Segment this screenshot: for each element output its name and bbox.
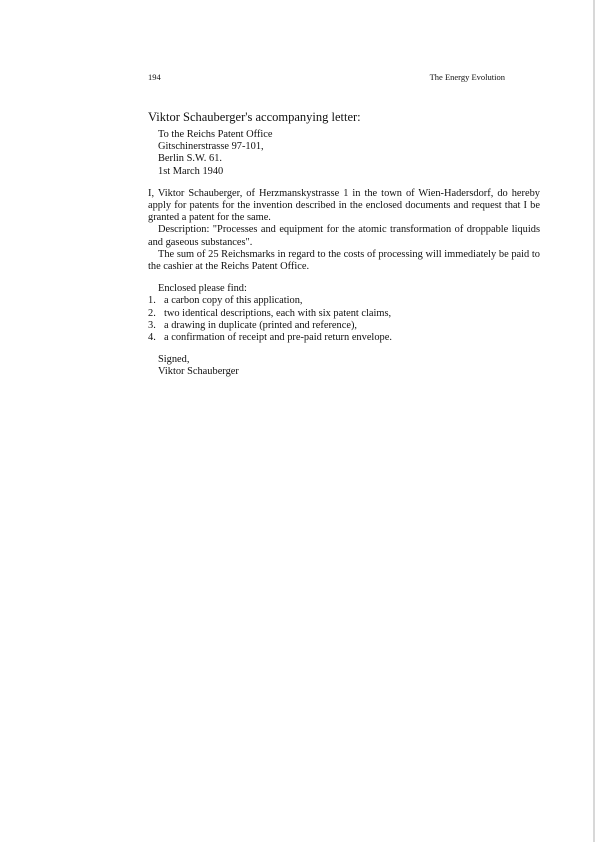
list-item-text: a confirmation of receipt and pre-paid return envelope.	[164, 332, 392, 344]
address-block	[158, 129, 540, 178]
enclosed-intro: Enclosed please find:	[158, 283, 247, 295]
running-title: The Energy Evolution	[429, 72, 505, 82]
list-item	[148, 332, 540, 344]
list-item-number: 4.	[148, 332, 156, 344]
list-item	[148, 320, 540, 332]
list-item-number: 2.	[148, 307, 156, 319]
description-paragraph: Description: "Processes and equipment for the atomic transformation of droppable liquids and gaseous substances".	[148, 224, 540, 248]
list-item-text: a drawing in duplicate (printed and reference),	[164, 319, 357, 331]
list-item-number: 3.	[148, 319, 156, 331]
signature-name: Viktor Schauberger	[158, 366, 239, 378]
list-item-text: two identical descriptions, each with six patent claims,	[164, 307, 392, 319]
list-item-text: a carbon copy of this application,	[164, 295, 303, 307]
running-header	[148, 72, 505, 84]
application-paragraph: I, Viktor Schauberger, of Herzmanskystrasse 1 in the town of Wien-Hadersdorf, do hereby apply for patents for the invention described in the enclosed documents and request that I be granted a patent for the same.	[148, 187, 540, 224]
section-heading: Viktor Schauberger's accompanying letter:	[148, 110, 361, 124]
address-line: Gitschinerstrasse 97-101,	[158, 141, 264, 153]
list-item	[148, 295, 540, 307]
enclosures-list	[148, 295, 540, 344]
signature-block	[158, 354, 540, 378]
fee-paragraph: The sum of 25 Reichsmarks in regard to the costs of processing will immediately be paid to the cashier at the Reichs Patent Office.	[148, 248, 540, 273]
list-item-number: 1.	[148, 295, 156, 307]
page-number: 194	[148, 72, 161, 82]
letter-body	[148, 110, 540, 379]
letter-date: 1st March 1940	[158, 165, 224, 177]
signature-closing: Signed,	[158, 354, 190, 366]
address-line: To the Reichs Patent Office	[158, 129, 273, 140]
address-line: Berlin S.W. 61.	[158, 153, 222, 165]
list-item	[148, 308, 540, 320]
